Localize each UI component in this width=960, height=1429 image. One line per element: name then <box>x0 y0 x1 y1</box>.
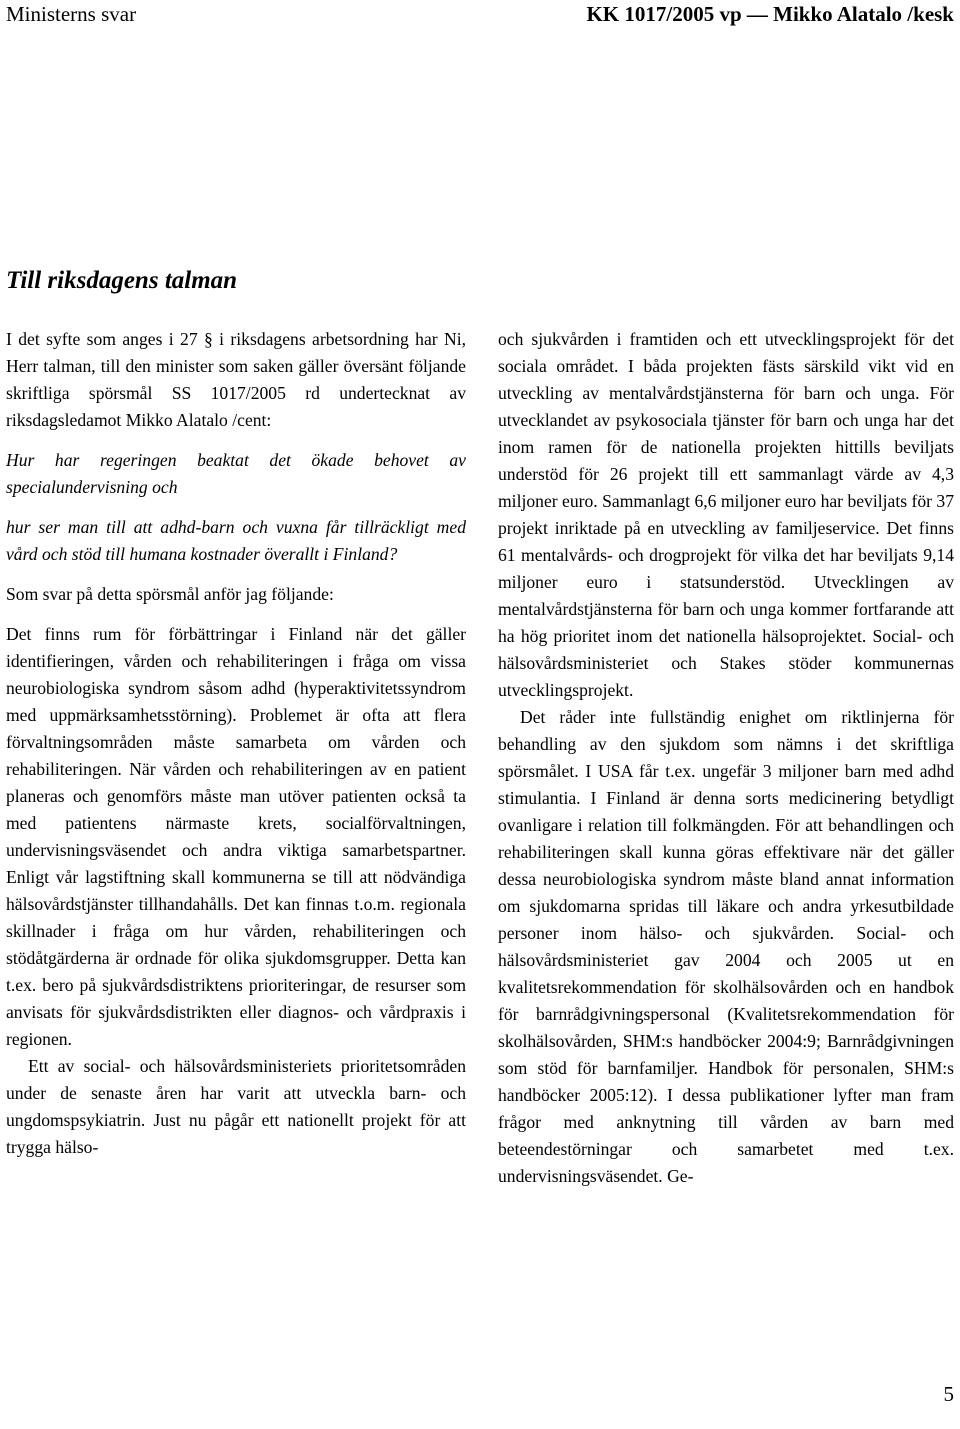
running-header-right: KK 1017/2005 vp — Mikko Alatalo /kesk <box>586 2 954 26</box>
right-column <box>498 326 954 1190</box>
page-title: Till riksdagens talman <box>6 267 238 294</box>
question-2: hur ser man till att adhd-barn och vuxna får tillräckligt med vård och stöd till humana kostnader överallt i Finland? <box>6 517 466 564</box>
answer-intro: Som svar på detta spörsmål anför jag följande: <box>6 584 334 604</box>
left-paragraph-1: Det finns rum för förbättringar i Finland när det gäller identifieringen, vården och rehabiliteringen i fråga om vissa neurobiologiska syndrom såsom adhd (hyperaktivitetssyndrom med uppmärksamhetsstörning). Problemet är ofta att flera förvaltningsområden måste samarbeta om vården och rehabiliteringen. När vården och rehabiliteringen av en patient planeras och genomförs måste man utöver patienten också ta med patientens närmaste krets, socialförvaltningen, undervisningsväsendet och andra viktiga samarbetspartner. Enligt vår lagstiftning skall kommunerna se till att nödvändiga hälsovårdstjänster tillhandahålls. Det kan finnas t.o.m. regionala skillnader i fråga om hur vården, rehabiliteringen och stödåtgärderna är ordnade för olika sjukdomsgrupper. Detta kan t.ex. bero på sjukvårdsdistriktens prioriteringar, de resurser som anvisats för sjukvårdsdistrikten eller diagnos- och vårdpraxis i regionen. <box>6 624 466 1049</box>
right-paragraph-2: Det råder inte fullständig enighet om riktlinjerna för behandling av den sjukdom som nämns i det skriftliga spörsmålet. I USA får t.ex. ungefär 3 miljoner barn med adhd stimulantia. I Finland är denna sorts medicinering betydligt ovanligare i relation till folkmängden. För att behandlingen och rehabiliteringen skall kunna göras effektivare när det gäller dessa neurobiologiska syndrom måste bland annat information om sjukdomarna spridas till läkare och andra yrkesutbildade personer inom hälso- och sjukvården. Social- och hälsovårdsministeriet gav 2004 och 2005 ut en kvalitetsrekommendation för skolhälsovården och en handbok för barnrådgivningspersonal (Kvalitetsrekommendation för skolhälsovården, SHM:s handböcker 2004:9; Barnrådgivningen som stöd för barnfamiljer. Handbok för personalen, SHM:s handböcker 2005:12). I dessa publikationer lyfter man fram frågor med anknytning till vården av barn med beteendestörningar och samarbetet med t.ex. undervisningsväsendet. Ge- <box>498 707 954 1186</box>
left-paragraph-2: Ett av social- och hälsovårdsministeriets prioritetsområden under de senaste åren har varit att utveckla barn- och ungdomspsykiatrin. Just nu pågår ett nationellt projekt för att trygga hälso- <box>6 1056 466 1157</box>
left-column <box>6 326 466 1161</box>
question-1: Hur har regeringen beaktat det ökade behovet av specialundervisning och <box>6 450 466 497</box>
intro-paragraph: I det syfte som anges i 27 § i riksdagens arbetsordning har Ni, Herr talman, till den minister som saken gäller översänt följande skriftliga spörsmål SS 1017/2005 rd undertecknat av riksdagsledamot Mikko Alatalo /cent: <box>6 329 466 430</box>
page-number: 5 <box>943 1382 954 1406</box>
running-header-left: Ministerns svar <box>6 2 137 26</box>
right-paragraph-1: och sjukvården i framtiden och ett utvecklingsprojekt för det sociala området. I båda projekten fästs särskild vikt vid en utveckling av mentalvårdstjänsterna för barn och unga. För utvecklandet av psykosociala tjänster för barn och unga har det inom ramen för de nationella projekten hittills beviljats understöd för 26 projekt till ett sammanlagt värde av 4,3 miljoner euro. Sammanlagt 6,6 miljoner euro har beviljats för 37 projekt inriktade på en utveckling av familjeservice. Det finns 61 mentalvårds- och drogprojekt för vilka det har beviljats 9,14 miljoner euro i statsunderstöd. Utvecklingen av mentalvårdstjänsterna för barn och unga kommer fortfarande att ha hög prioritet inom det nationella hälsoprojektet. Social- och hälsovårdsministeriet och Stakes stöder kommunernas utvecklingsprojekt. <box>498 329 954 700</box>
